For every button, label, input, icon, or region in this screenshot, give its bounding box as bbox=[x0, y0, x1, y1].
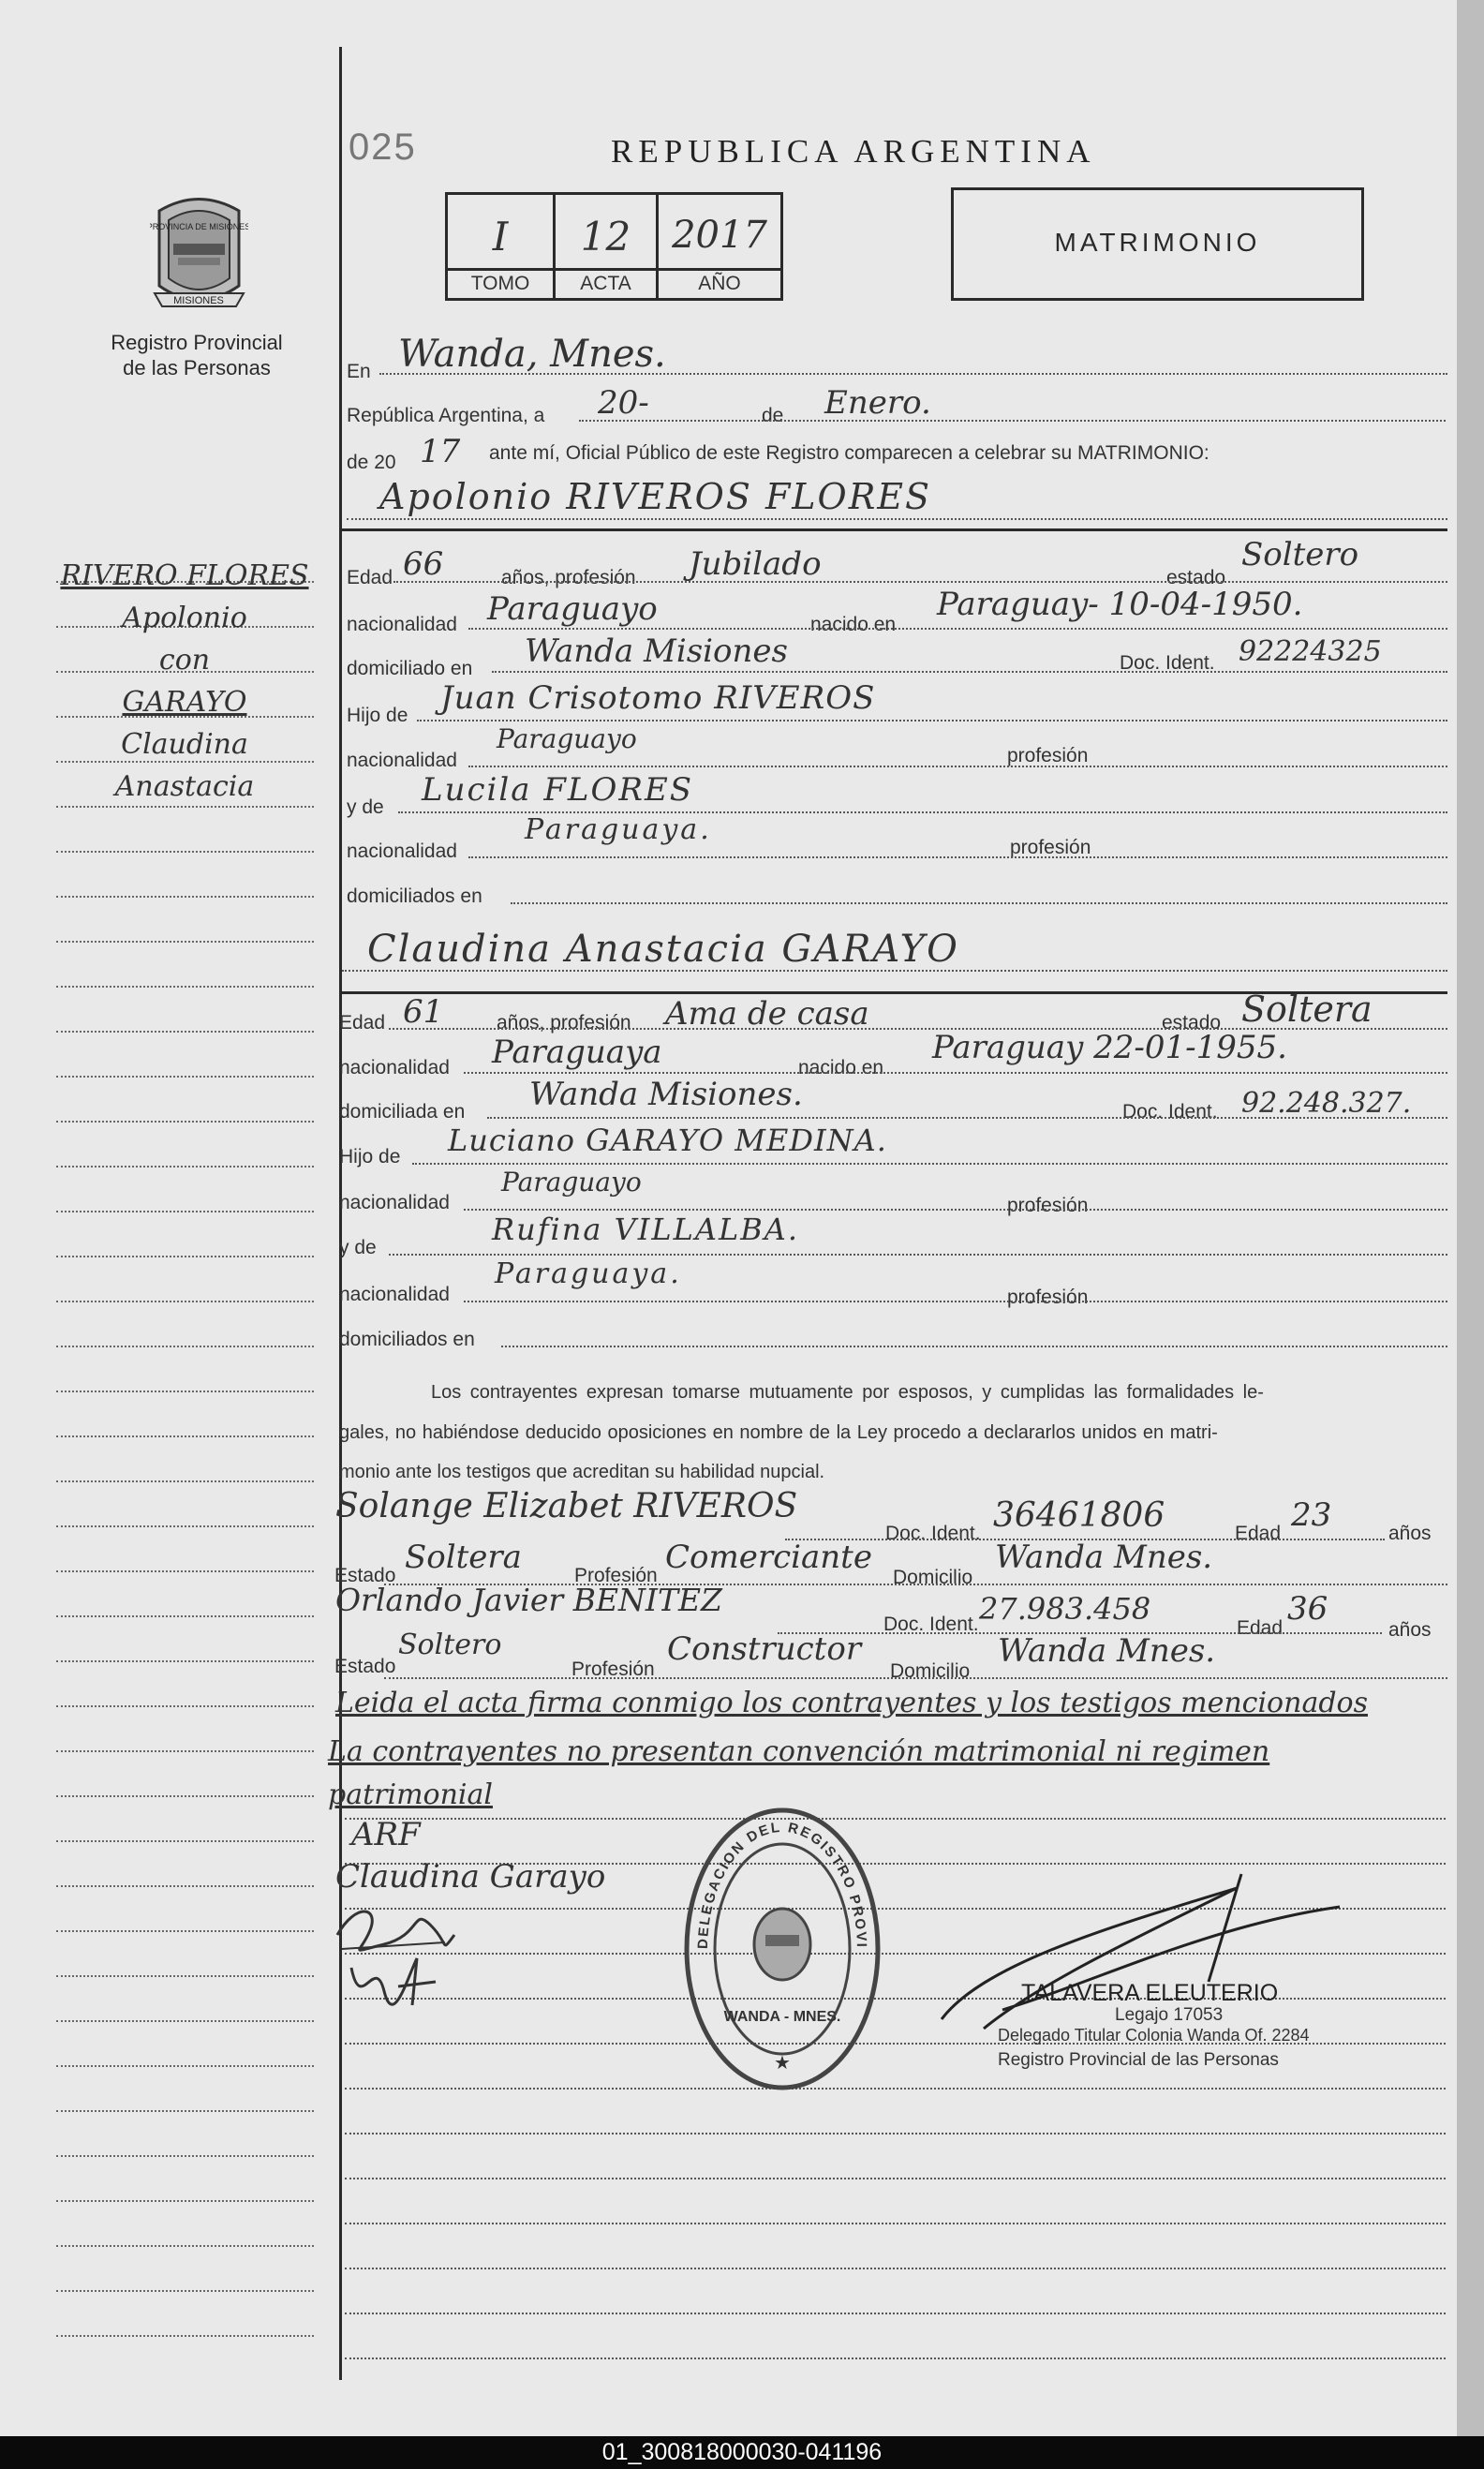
groom-profession: Jubilado bbox=[689, 545, 822, 583]
bride-dom-label: domiciliada en bbox=[339, 1101, 466, 1123]
signature-initials: ARF bbox=[351, 1816, 421, 1853]
declaration-line-2: gales, no habiéndose deducido oposiciones en nombre de la Ley procedo a declararlos unidos en matri- bbox=[339, 1422, 1218, 1443]
witness-2-prof-label: Profesión bbox=[571, 1658, 655, 1680]
witness-2-profession: Constructor bbox=[667, 1630, 862, 1668]
groom-mother-nac-label: nacionalidad bbox=[347, 840, 457, 862]
act-type-label: MATRIMONIO bbox=[1054, 228, 1261, 257]
body-rule-line bbox=[345, 2088, 1446, 2090]
margin-rule-line bbox=[56, 1885, 314, 1887]
groom-mother: Lucila FLORES bbox=[422, 771, 694, 809]
groom-estado-label: estado bbox=[1166, 567, 1226, 588]
witness-1-profession: Comerciante bbox=[665, 1539, 872, 1576]
margin-rule-line bbox=[56, 1795, 314, 1797]
groom-father-prof-label: profesión bbox=[1007, 745, 1089, 766]
margin-rule-line bbox=[56, 1750, 314, 1752]
margin-rule-line bbox=[56, 1930, 314, 1932]
groom-nac-label: nacionalidad bbox=[347, 614, 457, 635]
official-title: Delegado Titular Colonia Wanda Of. 2284 bbox=[998, 2026, 1310, 2045]
margin-rule-line bbox=[56, 1031, 314, 1033]
anio-label: AÑO bbox=[698, 273, 741, 294]
margin-note-line: GARAYO bbox=[122, 686, 247, 719]
tomo-value: I bbox=[492, 214, 509, 260]
margin-rule-line bbox=[56, 1391, 314, 1392]
bride-profession: Ama de casa bbox=[665, 995, 869, 1033]
groom-domiciliados-label: domiciliados en bbox=[347, 885, 482, 907]
groom-edad-label: Edad bbox=[347, 567, 393, 588]
margin-rule-line bbox=[56, 1076, 314, 1078]
groom-dom-label: domiciliado en bbox=[347, 658, 473, 679]
witness-2-dom-label: Domicilio bbox=[890, 1660, 971, 1682]
margin-rule-line bbox=[56, 1660, 314, 1662]
witness-2-anios-label: años bbox=[1388, 1619, 1432, 1641]
bride-mother: Rufina VILLALBA. bbox=[492, 1212, 800, 1247]
groom-age: 66 bbox=[403, 545, 444, 583]
scan-edge bbox=[1457, 0, 1484, 2436]
margin-rule-line bbox=[56, 2200, 314, 2202]
body-rule-line bbox=[345, 2268, 1446, 2269]
tomo-acta-anio-box bbox=[445, 192, 783, 301]
bride-mother-prof-label: profesión bbox=[1007, 1287, 1089, 1308]
margin-rule-line bbox=[56, 2020, 314, 2022]
registry-seal bbox=[150, 192, 248, 314]
bride-nac-label: nacionalidad bbox=[339, 1057, 450, 1078]
official-name: TALAVERA ELEUTERIO bbox=[1021, 1980, 1279, 2006]
bride-age: 61 bbox=[403, 993, 444, 1031]
intro-republica-label: República Argentina, a bbox=[347, 405, 545, 426]
witness-1-anios-label: años bbox=[1388, 1523, 1432, 1544]
margin-rule-line bbox=[56, 986, 314, 988]
margin-rule-line bbox=[56, 1840, 314, 1842]
groom-name: Apolonio RIVEROS FLORES bbox=[379, 476, 932, 517]
margin-note-line: RIVERO FLORES bbox=[60, 559, 309, 592]
intro-de-label: de bbox=[762, 405, 784, 426]
stamp-bottom-text: WANDA - MNES. bbox=[723, 2009, 841, 2025]
seal-top-text: PROVINCIA DE MISIONES bbox=[150, 222, 248, 231]
seal-ribbon-text: MISIONES bbox=[173, 295, 224, 306]
bride-status: Soltera bbox=[1241, 989, 1373, 1030]
witness-1-prof-label: Profesión bbox=[574, 1565, 658, 1586]
margin-rule-line bbox=[56, 1705, 314, 1707]
groom-father-nationality: Paraguayo bbox=[497, 723, 637, 754]
margin-rule-line bbox=[56, 1121, 314, 1123]
bride-birth: Paraguay 22-01-1955. bbox=[932, 1029, 1287, 1066]
groom-nationality: Paraguayo bbox=[487, 590, 658, 628]
groom-mother-nationality: Paraguaya. bbox=[525, 813, 712, 846]
act-type-box bbox=[951, 187, 1364, 301]
margin-rule-line bbox=[56, 1480, 314, 1482]
body-rule-line bbox=[345, 1818, 1446, 1820]
witness-2-estado-label: Estado bbox=[334, 1656, 396, 1677]
witness-2-doc: 27.983.458 bbox=[979, 1591, 1151, 1627]
witness-2-doc-label: Doc. Ident. bbox=[883, 1614, 979, 1635]
registry-name bbox=[89, 330, 304, 380]
margin-note-line: con bbox=[158, 644, 211, 677]
groom-nacido-label: nacido en bbox=[810, 614, 897, 635]
margin-rule-line bbox=[56, 1346, 314, 1347]
groom-father: Juan Crisotomo RIVEROS bbox=[440, 679, 876, 717]
margin-rule-line bbox=[56, 1525, 314, 1527]
margin-rule-line bbox=[56, 2110, 314, 2112]
margin-note-line: Apolonio bbox=[122, 602, 247, 634]
witness-1-domicile: Wanda Mnes. bbox=[995, 1539, 1213, 1576]
margin-rule-line bbox=[56, 1570, 314, 1572]
groom-hijo-label: Hijo de bbox=[347, 705, 408, 726]
bride-domiciliados-label: domiciliados en bbox=[339, 1329, 475, 1350]
witness-1-age: 23 bbox=[1291, 1496, 1332, 1534]
anio-value: 2017 bbox=[672, 214, 767, 257]
margin-rule-line bbox=[56, 1615, 314, 1617]
body-rule-line bbox=[345, 2357, 1446, 2359]
intro-place: Wanda, Mnes. bbox=[398, 333, 666, 376]
witness-1-doc: 36461806 bbox=[993, 1496, 1165, 1535]
bride-mother-nac-label: nacionalidad bbox=[339, 1284, 450, 1305]
witness-2-edad-label: Edad bbox=[1237, 1617, 1284, 1639]
witness-2-status: Soltero bbox=[398, 1629, 502, 1661]
margin-rule-line bbox=[56, 2155, 314, 2157]
signature-bride: Claudina Garayo bbox=[335, 1858, 606, 1896]
registry-name-line1: Registro Provincial bbox=[111, 331, 283, 354]
witness-1-doc-label: Doc. Ident. bbox=[885, 1523, 981, 1544]
margin-rule-line bbox=[56, 1256, 314, 1257]
declaration-line-3: monio ante los testigos que acreditan su habilidad nupcial. bbox=[339, 1462, 825, 1482]
margin-note-line: Claudina bbox=[121, 728, 248, 761]
margin-rule-line bbox=[56, 2290, 314, 2292]
bride-father: Luciano GARAYO MEDINA. bbox=[448, 1123, 887, 1158]
stamp-star: ★ bbox=[774, 2053, 791, 2074]
stamp-ring-text: DELEGACION DEL REGISTRO PROVI bbox=[694, 1819, 870, 1950]
groom-doc-label: Doc. Ident. bbox=[1120, 652, 1215, 674]
bride-domicile: Wanda Misiones. bbox=[529, 1076, 803, 1113]
margin-rule-line bbox=[56, 2245, 314, 2247]
bride-father-prof-label: profesión bbox=[1007, 1195, 1089, 1216]
official-legajo: Legajo 17053 bbox=[1115, 2005, 1224, 2025]
official-stamp bbox=[679, 1804, 885, 2094]
margin-rule-line bbox=[56, 2065, 314, 2067]
footer-file-id: 01_300818000030-041196 bbox=[0, 2436, 1484, 2469]
closing-line-1: Leida el acta firma conmigo los contrayentes y los testigos mencionados bbox=[335, 1687, 1368, 1719]
body-rule-line bbox=[345, 2178, 1446, 2179]
witness-1-edad-label: Edad bbox=[1235, 1523, 1282, 1544]
tomo-label: TOMO bbox=[470, 273, 530, 294]
witness-1-estado-label: Estado bbox=[334, 1565, 396, 1586]
declaration-line-1: Los contrayentes expresan tomarse mutuamente por esposos, y cumplidas las formalidades le- bbox=[431, 1382, 1264, 1403]
groom-domicile: Wanda Misiones bbox=[525, 632, 788, 670]
intro-month: Enero. bbox=[824, 384, 931, 422]
bride-anios-prof-label: años, profesión bbox=[497, 1012, 631, 1034]
margin-rule-line bbox=[56, 2335, 314, 2337]
body-rule-line bbox=[345, 2223, 1446, 2224]
groom-status: Soltero bbox=[1241, 536, 1359, 573]
bride-name: Claudina Anastacia GARAYO bbox=[367, 928, 959, 971]
witness-1-name: Solange Elizabet RIVEROS bbox=[335, 1487, 798, 1525]
groom-birth: Paraguay- 10-04-1950. bbox=[937, 586, 1303, 623]
groom-doc: 92224325 bbox=[1239, 635, 1382, 668]
registry-name-line2: de las Personas bbox=[123, 356, 271, 379]
official-registry: Registro Provincial de las Personas bbox=[998, 2050, 1279, 2070]
bride-father-nac-label: nacionalidad bbox=[339, 1192, 450, 1213]
bride-estado-label: estado bbox=[1162, 1012, 1222, 1034]
closing-line-2: La contrayentes no presentan convención matrimonial ni regimen bbox=[328, 1735, 1270, 1768]
margin-rule-line bbox=[56, 1975, 314, 1977]
margin-note-line: Anastacia bbox=[114, 770, 255, 803]
intro-year-prefix: de 20 bbox=[347, 452, 396, 473]
bride-yde-label: y de bbox=[339, 1237, 377, 1258]
body-rule-line bbox=[345, 2313, 1446, 2314]
margin-note bbox=[58, 555, 311, 808]
signature-scribble-2 bbox=[342, 1949, 445, 2015]
intro-day: 20- bbox=[598, 384, 649, 422]
bride-nacido-label: nacido en bbox=[798, 1057, 884, 1078]
groom-yde-label: y de bbox=[347, 796, 384, 818]
acta-label: ACTA bbox=[580, 273, 631, 294]
groom-anios-prof-label: años, profesión bbox=[501, 567, 636, 588]
groom-father-nac-label: nacionalidad bbox=[347, 750, 457, 771]
margin-rule-line bbox=[56, 851, 314, 853]
bride-mother-nationality: Paraguaya. bbox=[495, 1257, 682, 1290]
witness-2-name: Orlando Javier BENITEZ bbox=[335, 1582, 722, 1618]
margin-rule-line bbox=[56, 1301, 314, 1302]
intro-en-label: En bbox=[347, 361, 371, 382]
bride-doc-label: Doc. Ident. bbox=[1122, 1101, 1218, 1123]
bride-hijo-label: Hijo de bbox=[339, 1146, 401, 1168]
witness-1-dom-label: Domicilio bbox=[893, 1567, 973, 1588]
witness-1-status: Soltera bbox=[405, 1539, 522, 1576]
margin-rule-line bbox=[56, 941, 314, 943]
groom-mother-prof-label: profesión bbox=[1010, 837, 1091, 858]
acta-value: 12 bbox=[580, 214, 631, 260]
margin-rule-line bbox=[56, 1166, 314, 1168]
bride-doc: 92.248.327. bbox=[1241, 1087, 1412, 1120]
witness-2-age: 36 bbox=[1287, 1590, 1328, 1628]
intro-sentence: ante mí, Oficial Público de este Registro comparecen a celebrar su MATRIMONIO: bbox=[489, 442, 1209, 464]
bride-nationality: Paraguaya bbox=[492, 1034, 662, 1071]
margin-rule-line bbox=[56, 1211, 314, 1212]
witness-2-domicile: Wanda Mnes. bbox=[998, 1632, 1216, 1670]
closing-line-3: patrimonial bbox=[328, 1778, 493, 1811]
document-number: 025 bbox=[349, 126, 417, 168]
intro-year-suffix: 17 bbox=[420, 433, 461, 470]
bride-edad-label: Edad bbox=[339, 1012, 386, 1034]
bride-father-nationality: Paraguayo bbox=[501, 1167, 642, 1197]
margin-rule-line bbox=[56, 1435, 314, 1437]
margin-rule-line bbox=[56, 896, 314, 898]
country-title: REPUBLICA ARGENTINA bbox=[611, 133, 1096, 170]
body-rule-line bbox=[345, 2133, 1446, 2134]
